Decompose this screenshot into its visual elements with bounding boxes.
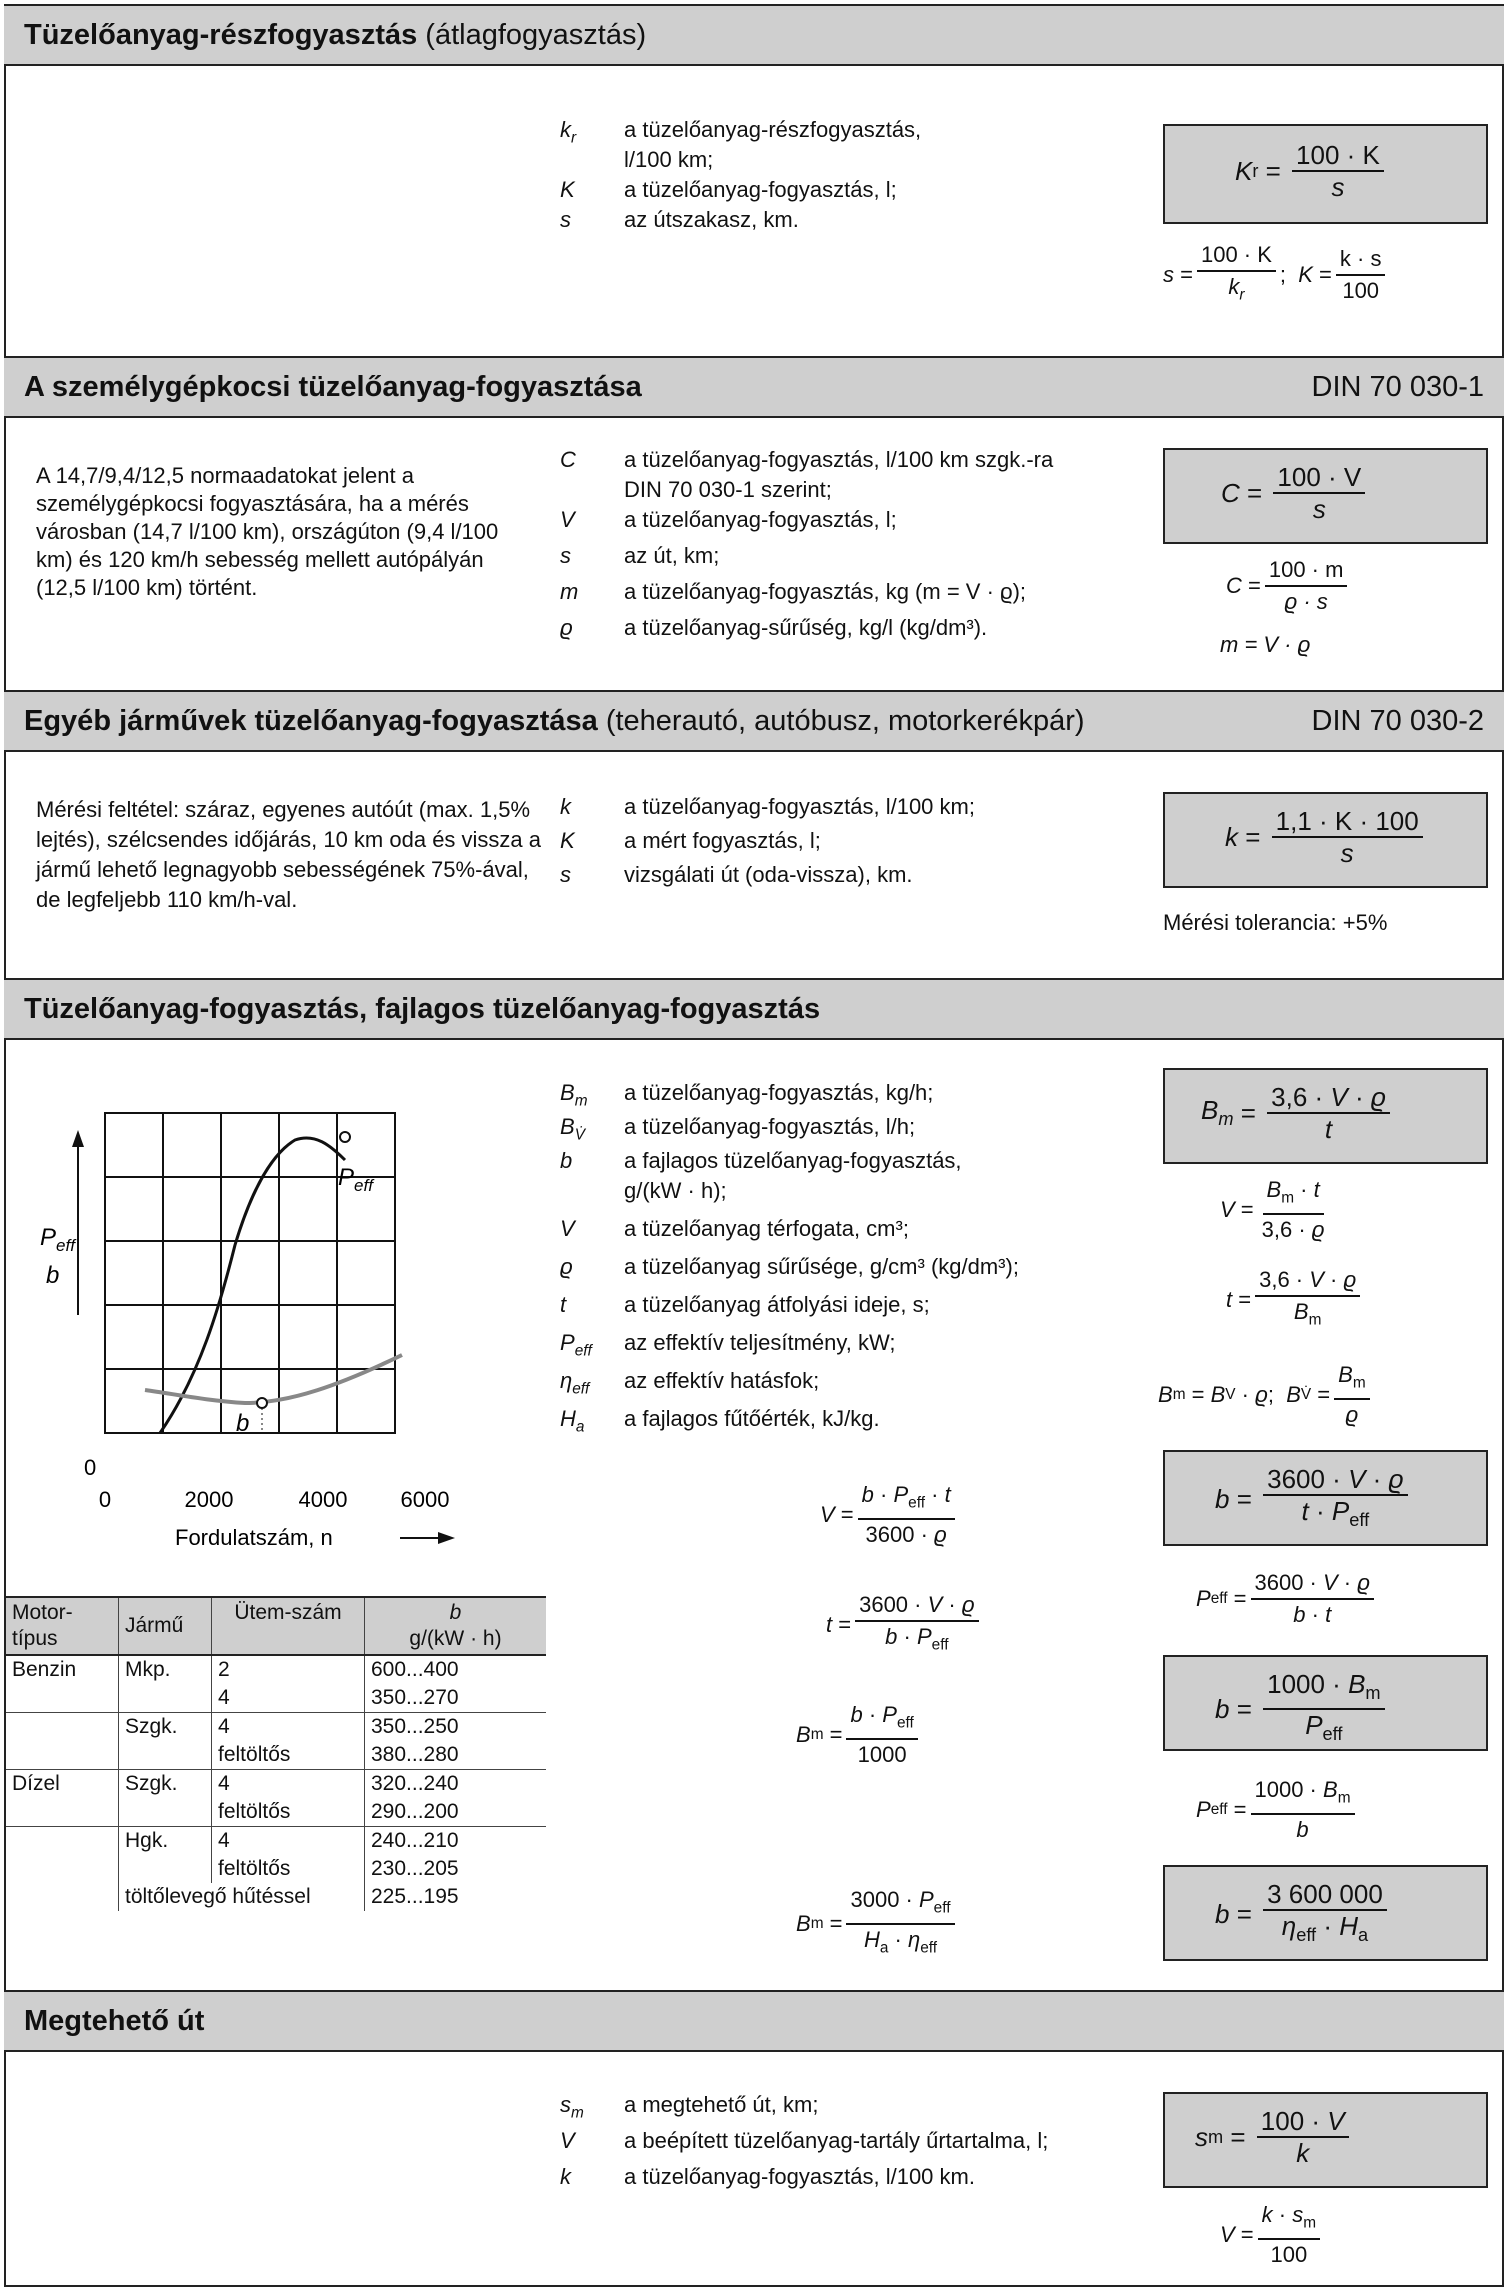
formula-box-kr [1163,124,1488,224]
formula-lhs: s [1163,262,1174,288]
din-reference: DIN 70 030-1 [1311,370,1484,403]
arrow-right-icon [438,1532,455,1544]
var-def: l/100 km; [624,147,714,172]
var-sym: m [560,579,579,604]
table-cell: Hgk. [119,1827,212,1856]
table-cell: Dízel [6,1770,119,1799]
table-cell: 2 [212,1655,365,1684]
var-def: a tüzelőanyag átfolyási ideje, s; [624,1292,930,1317]
fuel-consumption-chart [30,1085,460,1565]
table-cell: 290...200 [371,1800,459,1823]
var-sym: C [560,447,576,472]
var-def: a tüzelőanyag-fogyasztás, kg/h; [624,1080,934,1105]
measurement-condition: Mérési feltétel: száraz, egyenes autóút (max. 1,5% lejtés), szélcsendes időjárás, 10 km oda és vissza a jármű lehető legnagyobb sebességének 75%-ával, de legfeljebb 110 km/h-val. [36,797,542,912]
var-sym: s [560,862,571,887]
formula-box-b2 [1163,1655,1488,1751]
formula-den: k [1228,274,1240,299]
table-cell: feltöltős [212,1741,365,1770]
table-cell: 4 [212,1827,365,1856]
formula-Bm: $B_m$ = $\frac{3,6 \cdot V \cdot ϱ}{t}$ [1201,1082,1394,1144]
table-cell: 350...250 [371,1715,459,1738]
var-def: a tüzelőanyag-sűrűség, kg/l (kg/dm³). [624,615,988,640]
formula-Bm-mid-1: B m = $\frac{b \cdot P_{eff}}{1000}$ [796,1700,922,1770]
table-cell: töltőlevegő hűtéssel [119,1883,365,1911]
var-def: a tüzelőanyag-fogyasztás, l/100 km. [624,2164,975,2189]
formula-s-and-K: s = $\frac{100 \cdot K}{k_r}$ ; K = $\frac{k \cdot s}{100}$ [1163,240,1389,310]
x-axis-title: Fordulatszám, n [175,1525,333,1550]
table-cell: feltöltős [212,1855,365,1883]
section-title: Megtehető út [24,2004,205,2037]
var-sym: V [560,1216,575,1241]
header-engine-type: Motor-típus [6,1597,119,1655]
table-cell: 4 [212,1770,365,1799]
formula-den: s [1312,494,1326,524]
formula-Peff-1: P eff = $\frac{3600 \cdot V \cdot ϱ}{b \cdot t}$ [1196,1568,1378,1630]
var-def: a tüzelőanyag-fogyasztás, l; [624,507,897,532]
formula-num: k · s [1336,244,1386,276]
var-def: az effektív hatásfok; [624,1368,820,1393]
formula-b-mass: b = $\frac{1000 \cdot B_m}{P_{eff}}$ [1215,1669,1389,1749]
var-def: a tüzelőanyag-fogyasztás, kg (m = V · ϱ); [624,579,1027,604]
section-header-other-vehicles [4,690,1504,752]
var-sym: s [560,543,571,568]
var-def: a fajlagos fűtőérték, kJ/kg. [624,1406,880,1431]
formula-Bm-BV: B m = B V · ϱ ; B V̇ = $\frac{B_m}{ϱ}$ [1158,1360,1374,1430]
var-sym: s [560,207,571,232]
y-label-peff: $P_{eff}$ [40,1224,75,1255]
specific-consumption-table [6,1596,546,1911]
var-def: a tüzelőanyag-fogyasztás, l/h; [624,1114,916,1139]
table-cell: 230...205 [371,1857,459,1880]
formula-Peff-2: P eff = $\frac{1000 \cdot B_m}{b}$ [1196,1775,1359,1845]
var-sym: V [560,2128,575,2153]
table-cell: 4 [212,1684,365,1713]
variable-list: $B_m$ a tüzelőanyag-fogyasztás, kg/h; $B_{V̇}$ a tüzelőanyag-fogyasztás, l/h; b a fajlagos tüzelőanyag-fogyasztás, g/(kW · h); V a tüzelőanyag térfogata, cm³; ϱ a tüzelőanyag sűrűsége, g/cm³ (kg/dm³); t a tüzelőanyag átfolyási ideje, s; $P_{eff}$ az effektív teljesítmény, kW; $\eta_{eff}$ az effektív hatásfok; $H_a$ a fajlagos fűtőérték, kJ/kg. [560,1080,1019,1436]
formula-den: 100 [1342,278,1380,304]
x-tick-label: 4000 [298,1487,348,1512]
formula-b-volume: b = $\frac{3600 \cdot V \cdot ϱ}{t \cdot P_{eff}}$ [1215,1464,1412,1535]
formula-b-efficiency: b = $\frac{3 600 000}{\eta_{eff} \cdot H_a}$ [1215,1879,1391,1950]
variable-list [560,445,1160,649]
formula-C-mass: C = $\frac{100 \cdot m}{ϱ \cdot s}$ [1226,555,1351,617]
b-min-point [257,1398,267,1408]
var-def: DIN 70 030-1 szerint; [624,477,832,502]
formula-t-mid: t = $\frac{3600 \cdot V \cdot ϱ}{b \cdot P_{eff}}$ [826,1590,983,1660]
var-sym: ϱ [560,615,573,640]
x-tick-label: 2000 [184,1487,234,1512]
variable-list: $s_m$ a megtehető út, km; V a beépített tüzelőanyag-tartály űrtartalma, l; k a tüzelőanyag-fogyasztás, l/100 km. [560,2090,1160,2198]
formula-num: 100 · m [1265,555,1348,587]
tolerance-note: Mérési tolerancia: +5% [1163,910,1388,935]
section-subtitle: (átlagfogyasztás) [425,18,647,51]
var-def: az útszakasz, km. [624,207,799,232]
var-sym: V [560,507,575,532]
var-def: a beépített tüzelőanyag-tartály űrtartalma, l; [624,2128,1049,2153]
var-sym: b [560,1148,573,1173]
table-cell: 380...280 [371,1743,459,1766]
var-def: a mért fogyasztás, l; [624,828,821,853]
section-title: Egyéb járművek tüzelőanyag-fogyasztása [24,704,598,737]
var-def: vizsgálati út (oda-vissza), km. [624,862,913,887]
formula-box-sm [1163,2092,1488,2188]
table-cell: Szgk. [119,1713,212,1742]
formula-sub: r [1252,160,1259,181]
section-title: Tüzelőanyag-részfogyasztás [24,18,418,51]
section-header-range [4,1990,1504,2052]
formula-box-k [1163,792,1488,888]
formula-num: 100 · K [1292,140,1384,172]
var-def: a fajlagos tüzelőanyag-fogyasztás, [624,1148,962,1173]
table-cell: 350...270 [371,1686,459,1709]
table-cell: Mkp. [119,1655,212,1684]
table-cell: 225...195 [371,1885,459,1908]
table-cell: feltöltős [212,1798,365,1827]
formula-V: V = $\frac{B_m \cdot t}{3,6 \cdot ϱ}$ [1220,1177,1325,1243]
table-cell: 240...210 [371,1829,459,1852]
section-header-partial-consumption [4,4,1504,66]
formula-box-b1 [1163,1450,1488,1546]
variable-list [560,792,1160,894]
curve-label-peff: $P_{eff}$ [338,1164,373,1195]
norm-description: A 14,7/9,4/12,5 normaadatokat jelent a személygépkocsi fogyasztására, ha a mérés városban (14,7 l/100 km), országúton (9,4 l/100 km) és 120 km/h sebesség mellett autópályán (12,5 l/100 km) történt. [36,463,499,600]
formula-m: m = V · ϱ [1220,632,1311,657]
formula-C: C = $\frac{100 \cdot V}{s}$ [1221,462,1369,524]
var-def: a tüzelőanyag-fogyasztás, l/100 km; [624,794,975,819]
header-vehicle: Jármű [119,1597,212,1655]
var-def: az effektív teljesítmény, kW; [624,1330,896,1355]
var-def: a tüzelőanyag sűrűsége, g/cm³ (kg/dm³); [624,1254,1019,1279]
formula-box-Bm [1163,1068,1488,1164]
var-sym: k [560,2164,571,2189]
section-header-specific-consumption [4,978,1504,1040]
formula-t: t = $\frac{3,6 \cdot V \cdot ϱ}{B_m}$ [1226,1265,1364,1335]
table-cell: 320...240 [371,1772,459,1795]
din-reference: DIN 70 030-2 [1311,704,1484,737]
var-sym: K [560,177,575,202]
header-b: b g/(kW · h) [409,1601,502,1650]
formula-Bm-mid-2: B m = $\frac{3000 \cdot P_{eff}}{H_a \cdot \eta_{eff}}$ [796,1885,959,1964]
var-sym: K [560,828,575,853]
section-title: Tüzelőanyag-fogyasztás, fajlagos tüzelőanyag-fogyasztás [24,992,821,1025]
section-subtitle: (teherautó, autóbusz, motorkerékpár) [605,704,1085,737]
formula-V-range: V = $\frac{k \cdot s_m}{100}$ [1220,2200,1324,2270]
var-def: a tüzelőanyag térfogata, cm³; [624,1216,909,1241]
table-cell: Szgk. [119,1770,212,1799]
section-header-car-consumption [4,356,1504,418]
b-curve [145,1355,402,1403]
x-tick-label: 6000 [400,1487,450,1512]
formula-num: 100 · K [1197,240,1276,272]
formula-lhs: K [1235,155,1253,186]
var-def: a megtehető út, km; [624,2092,819,2117]
variable-list: $k_r$ a tüzelőanyag-részfogyasztás, l/100 km; K a tüzelőanyag-fogyasztás, l; s az útszakasz, km. [560,115,1020,235]
var-def: a tüzelőanyag-fogyasztás, l; [624,177,897,202]
peff-max-point [340,1132,350,1142]
formula-lhs: K [1298,262,1313,288]
formula-den: s [1340,838,1354,868]
var-sym: k [560,794,571,819]
formula-sm: s m = $\frac{100 \cdot V}{k}$ [1195,2106,1353,2168]
var-def: a tüzelőanyag-részfogyasztás, [624,117,922,142]
table-cell: Benzin [6,1655,119,1684]
header-stroke: Ütem-szám [212,1597,365,1655]
var-def: az út, km; [624,543,720,568]
var-def: g/(kW · h); [624,1178,727,1203]
formula-num: 100 · V [1273,462,1365,494]
y-label-b: b [46,1262,60,1289]
curve-label-b: b [236,1410,250,1437]
var-sym: t [560,1292,567,1317]
var-def: a tüzelőanyag-fogyasztás, l/100 km szgk.-ra [624,447,1054,472]
x-tick-label: 0 [98,1487,112,1512]
formula-kr: K r = $\frac{100 \cdot K}{s}$ [1235,140,1388,202]
section-title: A személygépkocsi tüzelőanyag-fogyasztása [24,370,642,403]
formula-den: s [1331,172,1345,202]
formula-V-mid: V = $\frac{b \cdot P_{eff} \cdot t}{3600 \cdot ϱ}$ [820,1480,959,1550]
arrow-up-icon [72,1130,84,1147]
formula-box-b3 [1163,1865,1488,1961]
y-zero-label: 0 [84,1455,97,1480]
formula-den: ϱ · s [1284,589,1328,614]
formula-box-C [1163,448,1488,544]
table-cell: 4 [212,1713,365,1742]
var-sym: ϱ [560,1254,573,1279]
table-cell: 600...400 [371,1658,459,1681]
formula-k: k = $\frac{1,1 \cdot K \cdot 100}{s}$ [1225,806,1427,868]
formula-num: 1,1 · K · 100 [1272,806,1423,838]
